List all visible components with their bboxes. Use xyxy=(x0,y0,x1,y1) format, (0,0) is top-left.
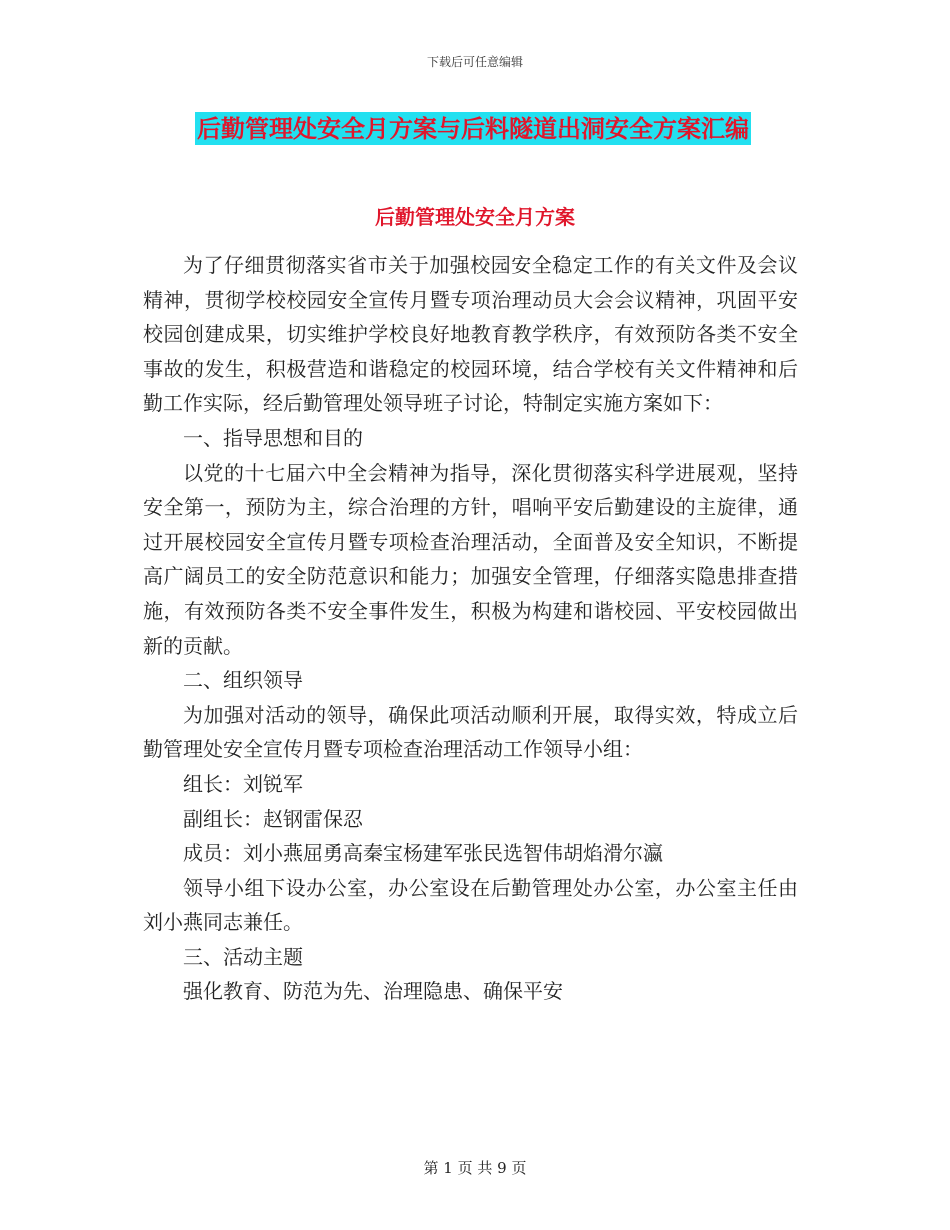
deputy-group-leader: 副组长：赵钢雷保忍 xyxy=(183,806,363,831)
group-leader: 组长：刘锐军 xyxy=(183,771,303,796)
heading-activity-theme: 三、活动主题 xyxy=(183,944,303,969)
heading-organization: 二、组织领导 xyxy=(183,668,303,693)
document-body xyxy=(143,248,798,1009)
paragraph-office: 领导小组下设办公室，办公室设在后勤管理处办公室，办公室主任由刘小燕同志兼任。 xyxy=(143,875,798,935)
document-title: 后勤管理处安全月方案与后料隧道出洞安全方案汇编 xyxy=(197,114,749,143)
header-note: 下载后可任意编辑 xyxy=(426,55,523,69)
heading-guiding-ideology: 一、指导思想和目的 xyxy=(183,425,363,450)
page-footer: 第 1 页 共 9 页 xyxy=(423,1159,527,1177)
group-members: 成员：刘小燕屈勇高秦宝杨建军张民选智伟胡焰滑尔瀛 xyxy=(183,841,663,866)
paragraph-activity-theme: 强化教育、防范为先、治理隐患、确保平安 xyxy=(183,979,563,1004)
paragraph-guiding-ideology: 以党的十七届六中全会精神为指导，深化贯彻落实科学进展观，坚持安全第一，预防为主，综合治理的方针，唱响平安后勤建设的主旋律，通过开展校园安全宣传月暨专项检查治理活动，全面普及安全知识，不断提高广阔员工的安全防范意识和能力；加强安全管理，仔细落实隐患排查措施，有效预防各类不安全事件发生，积极为构建和谐校园、平安校园做出新的贡献。 xyxy=(143,460,798,658)
paragraph-intro: 为了仔细贯彻落实省市关于加强校园安全稳定工作的有关文件及会议精神，贯彻学校校园安全宣传月暨专项治理动员大会会议精神，巩固平安校园创建成果，切实维护学校良好地教育教学秩序，有效预防各类不安全事故的发生，积极营造和谐稳定的校园环境，结合学校有关文件精神和后勤工作实际，经后勤管理处领导班子讨论，特制定实施方案如下： xyxy=(143,253,798,416)
section-title: 后勤管理处安全月方案 xyxy=(375,205,575,229)
paragraph-organization: 为加强对活动的领导，确保此项活动顺利开展，取得实效，特成立后勤管理处安全宣传月暨专项检查治理活动工作领导小组： xyxy=(143,702,798,762)
